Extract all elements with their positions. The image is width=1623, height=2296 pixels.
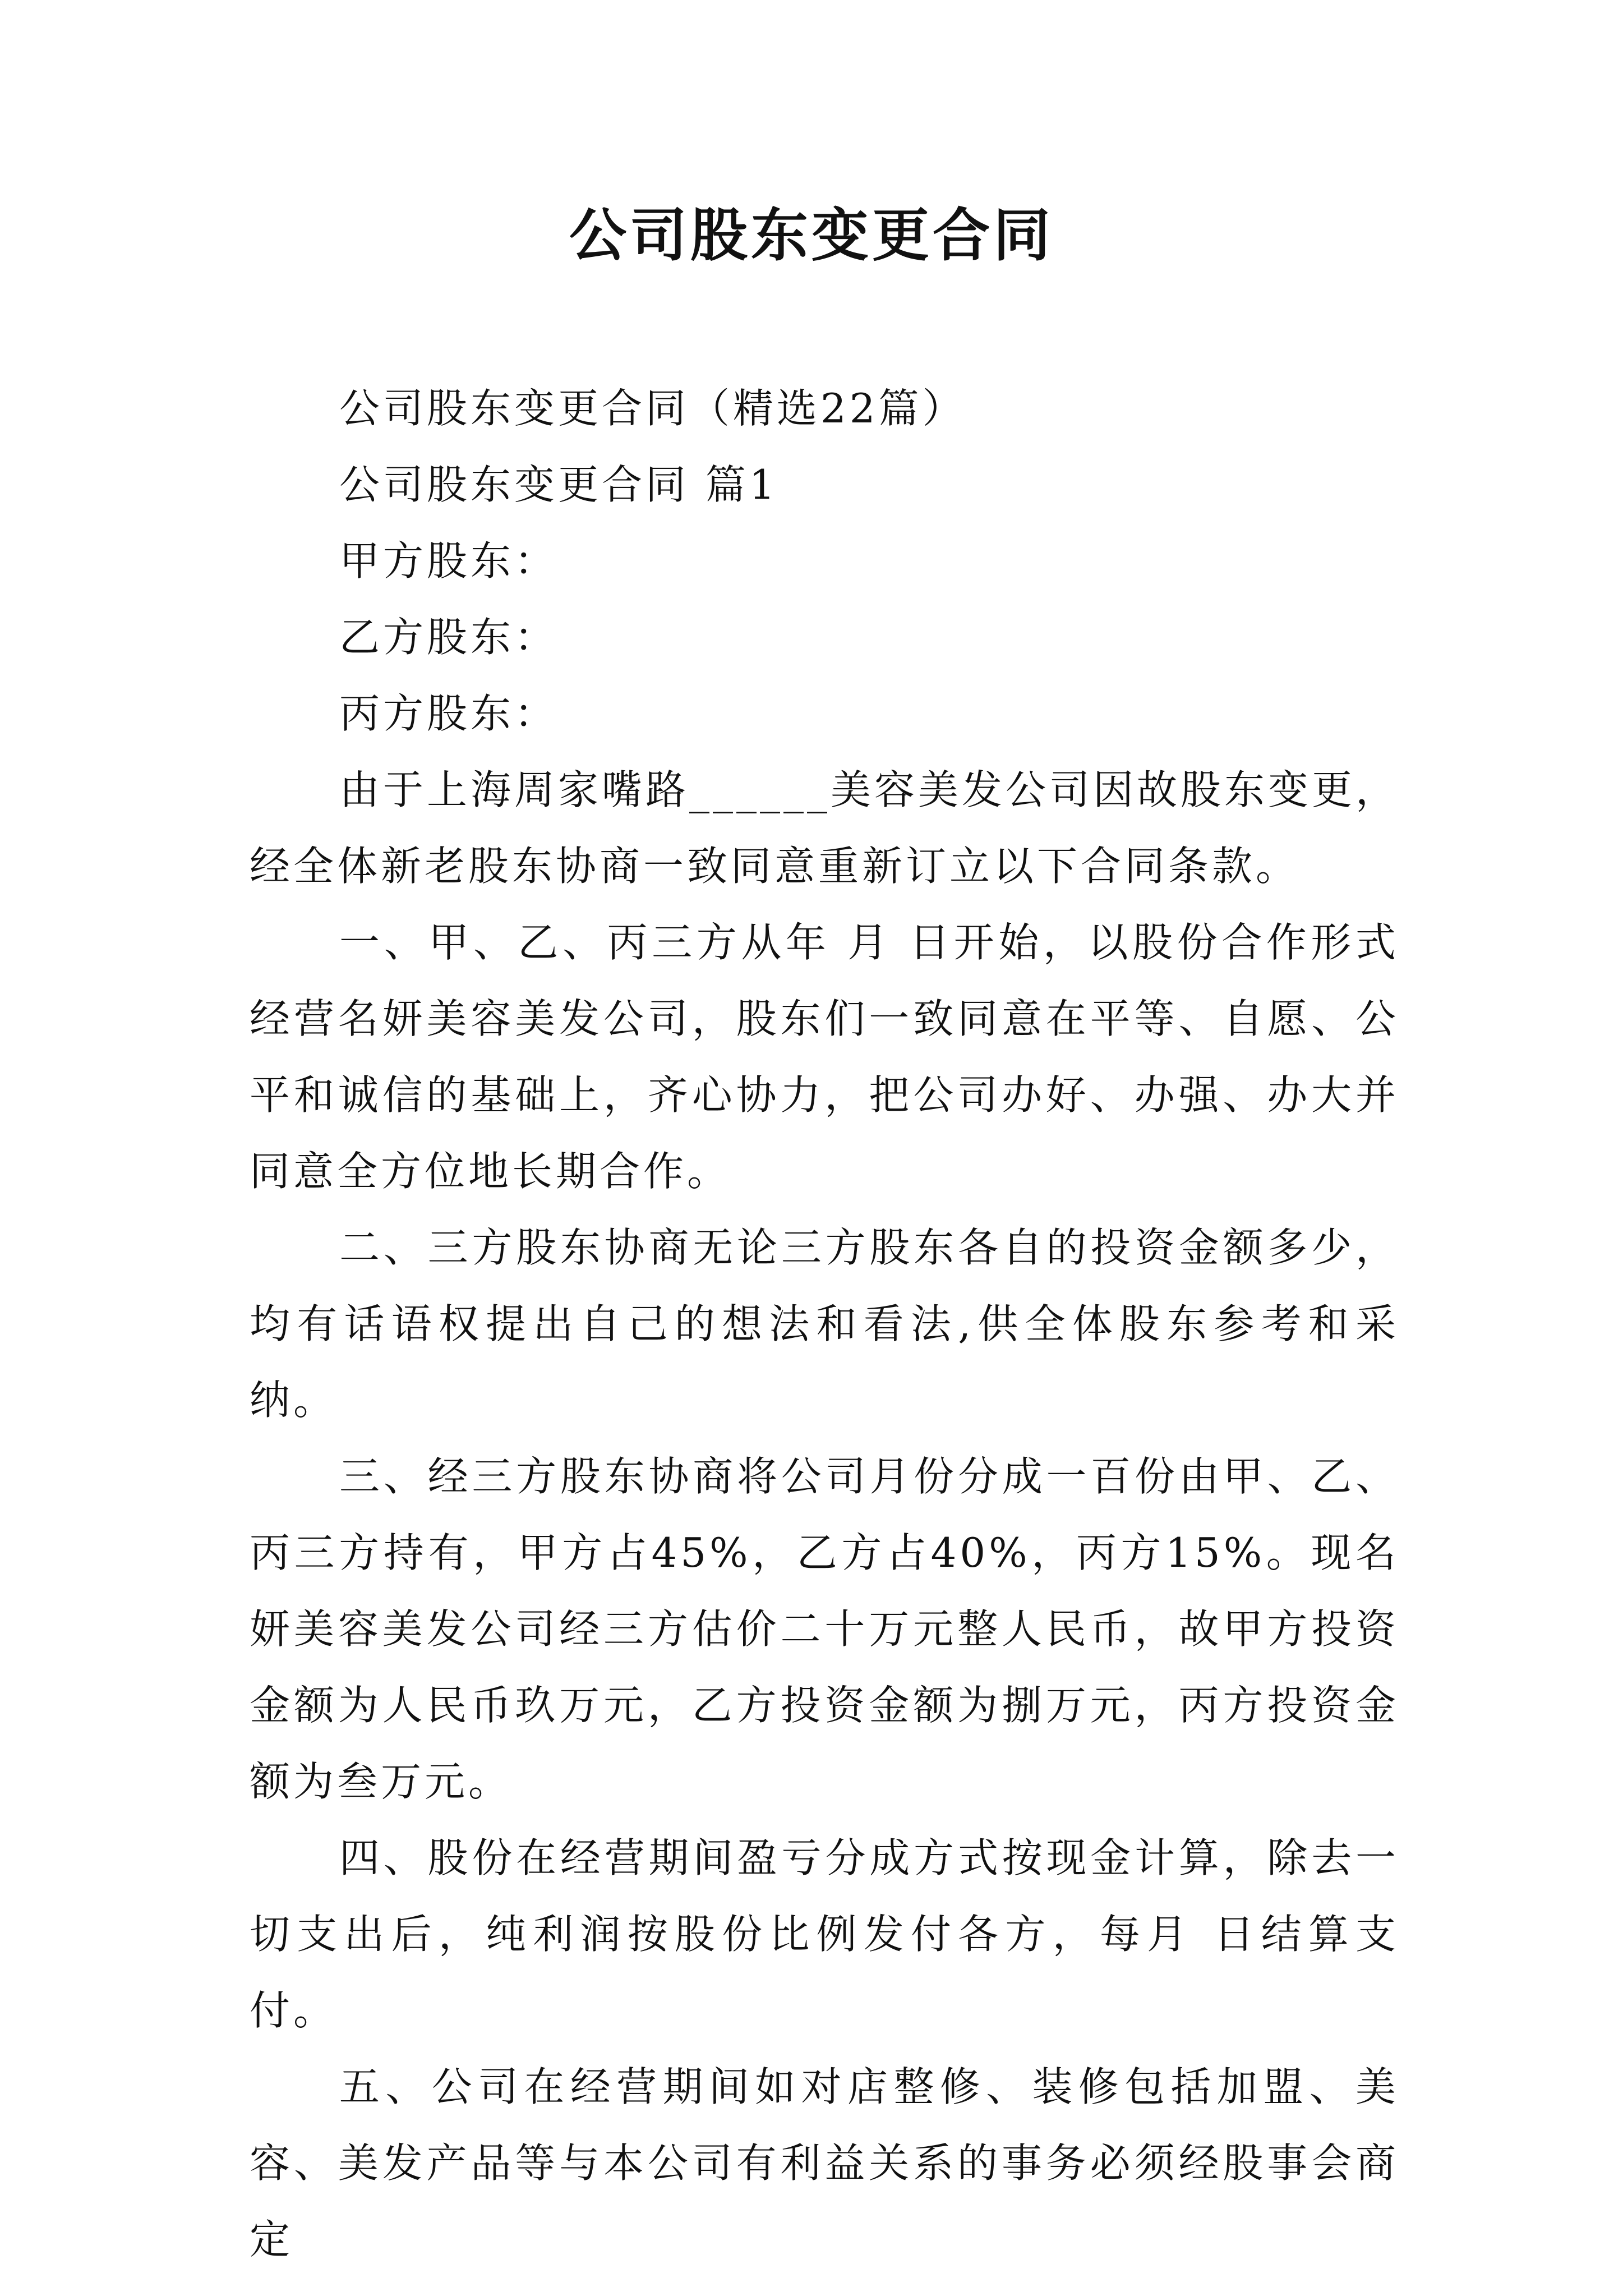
- document-body: [250, 370, 1399, 2277]
- paragraph-clause-1: 一、甲、乙、丙三方从年 月 日开始，以股份合作形式经营名妍美容美发公司，股东们一致同意在平等、自愿、公平和诚信的基础上，齐心协力，把公司办好、办强、办大并同意全方位地长期合作。: [250, 919, 1399, 1195]
- paragraph-party-b: 乙方股东：: [339, 614, 559, 661]
- paragraph-party-a: 甲方股东：: [339, 537, 559, 585]
- paragraph-preamble: 由于上海周家嘴路______美容美发公司因故股东变更，经全体新老股东协商一致同意重新订立以下合同条款。: [250, 766, 1400, 890]
- paragraph-clause-3: 三、经三方股东协商将公司月份分成一百份由甲、乙、丙三方持有，甲方占45%，乙方占40%，丙方15%。现名妍美容美发公司经三方估价二十万元整人民币，故甲方投资金额为人民币玖万元，乙方投资金额为捌万元，丙方投资金额为叁万元。: [250, 1453, 1399, 1805]
- paragraph-clause-4: 四、股份在经营期间盈亏分成方式按现金计算，除去一切支出后，纯利润按股份比例发付各方，每月 日结算支付。: [250, 1834, 1399, 2034]
- paragraph-clause-2: 二、三方股东协商无论三方股东各自的投资金额多少，均有话语权提出自己的想法和看法,供全体股东参考和采纳。: [250, 1224, 1399, 1424]
- paragraph-clause-5: 五、公司在经营期间如对店整修、装修包括加盟、美容、美发产品等与本公司有利益关系的事务必须经股事会商定: [250, 2063, 1399, 2263]
- paragraph-section-heading: 公司股东变更合同 篇1: [339, 461, 778, 508]
- paragraph-subtitle: 公司股东变更合同（精选22篇）: [339, 385, 966, 432]
- document-title: 公司股东变更合同: [569, 202, 1054, 269]
- paragraph-party-c: 丙方股东：: [339, 690, 559, 737]
